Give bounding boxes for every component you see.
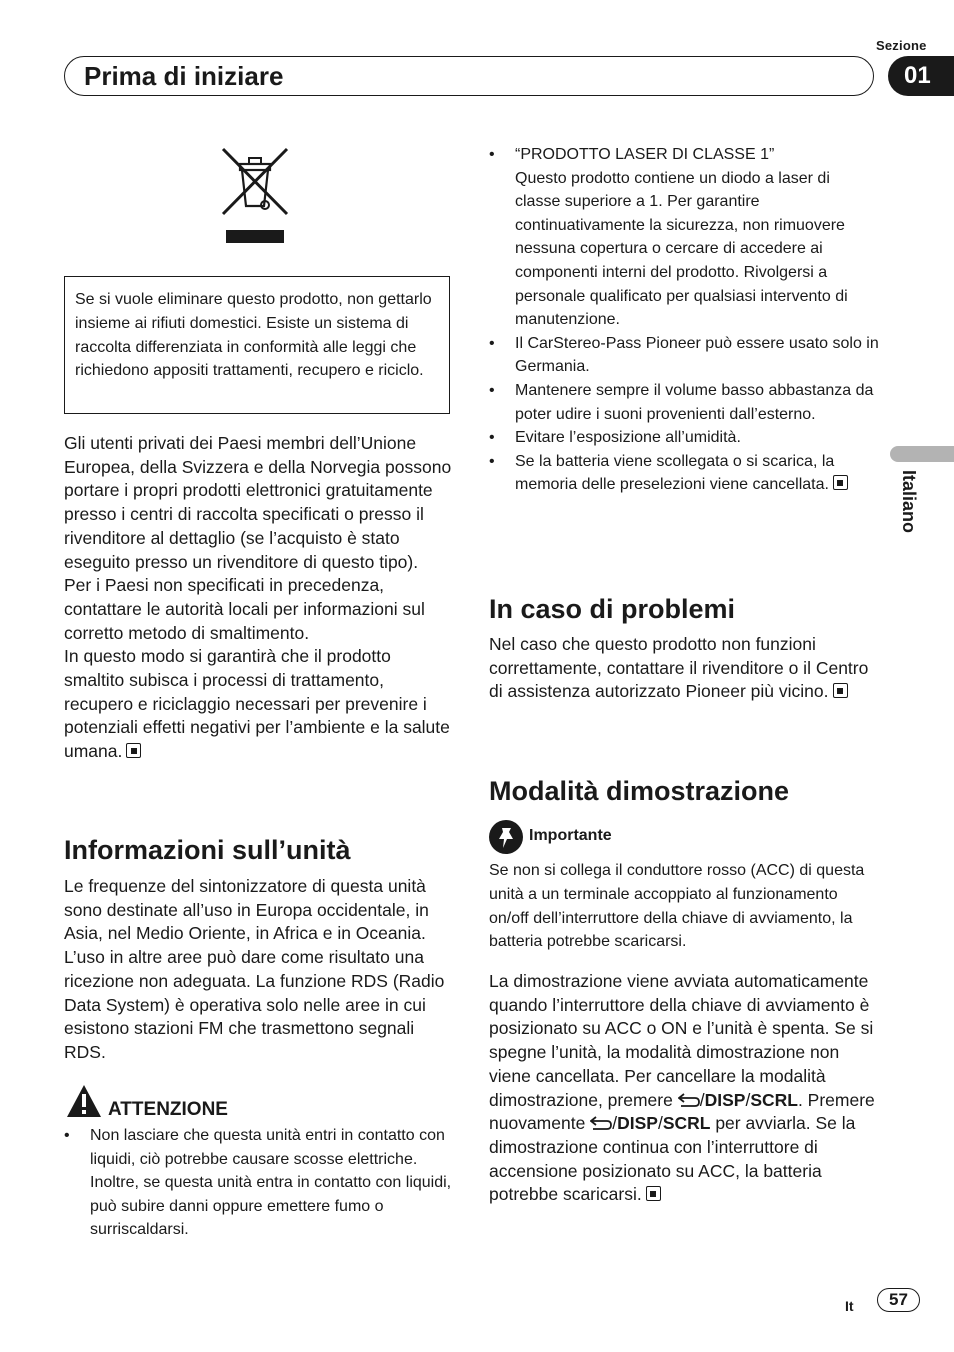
language-label: Italiano bbox=[899, 470, 919, 534]
disposal-notice-text: Se si vuole eliminare questo prodotto, non gettarlo insieme ai rifiuti domestici. Esiste un sistema di raccolta differenziata in conformità alle leggi che richiedono appositi trattamenti, recupero e riciclo. bbox=[75, 291, 432, 380]
disposal-notice-box bbox=[64, 276, 450, 414]
list-item: • Evitare l’esposizione all’umidità. bbox=[489, 426, 879, 450]
end-mark-icon bbox=[833, 475, 848, 490]
important-label: Importante bbox=[529, 827, 612, 844]
caution-list bbox=[64, 1124, 454, 1242]
safety-bullet-list bbox=[489, 143, 879, 497]
bullet-text: Questo prodotto contiene un diodo a laser di classe superiore a 1. Per garantire continuativamente la sicurezza, non rimuovere nessuna copertura o cercare di accedere ai componenti interni del prodotto. Rivolgersi a personale qualificato per qualsiasi intervento di manutenzione. bbox=[515, 169, 848, 329]
list-item: • Mantenere sempre il volume basso abbastanza da poter udire i suoni provenienti dall’esterno. bbox=[489, 379, 879, 426]
list-item: • Il CarStereo-Pass Pioneer può essere usato solo in Germania. bbox=[489, 332, 879, 379]
end-mark-icon bbox=[833, 683, 848, 698]
important-text: Se non si collega il conduttore rosso (ACC) di questa unità a un terminale accoppiato al funzionamento on/off dell’interruttore della chiave di avviamento, la batteria potrebbe scaricarsi. bbox=[489, 862, 865, 951]
disp-key: DISP bbox=[617, 1113, 658, 1134]
page-number: 57 bbox=[877, 1288, 920, 1312]
weee-bin-icon bbox=[220, 146, 290, 246]
paragraph: Per i Paesi non specificati in precedenza, contattare le autorità locali per informazioni sul corretto metodo di smaltimento. bbox=[64, 575, 425, 643]
important-pin-icon bbox=[489, 820, 523, 854]
info-text: Le frequenze del sintonizzatore di questa unità sono destinate all’uso in Europa occidentale, in Asia, nel Medio Oriente, in Africa e in Oceania. L’uso in altre aree può dare come risultato una ricezione non adeguata. La funzione RDS (Radio Data System) è operativa solo nelle aree in cui esistono stazioni FM che trasmettono segnali RDS. bbox=[64, 876, 445, 1062]
footer-lang-code: It bbox=[845, 1298, 854, 1314]
list-item: • Se la batteria viene scollegata o si scarica, la memoria delle preselezioni viene cancellata. bbox=[489, 450, 879, 497]
scrl-key: SCRL bbox=[750, 1089, 798, 1110]
caution-heading: ATTENZIONE bbox=[108, 1099, 228, 1120]
disposal-paragraphs bbox=[64, 432, 452, 764]
disp-key: DISP bbox=[704, 1089, 746, 1110]
page-title: Prima di iniziare bbox=[84, 61, 284, 91]
language-tab bbox=[890, 446, 954, 462]
paragraph: Gli utenti privati dei Paesi membri dell’Unione Europea, della Svizzera e della Norvegia possono portare i propri prodotti elettronici gratuitamente presso i centri di raccolta specificati o presso il rivenditore al dettaglio (se l’acquisto è stato eseguito presso un rivenditore di questo tipo). bbox=[64, 433, 452, 572]
bullet-title: • “PRODOTTO LASER DI CLASSE 1” bbox=[515, 146, 775, 163]
demo-text: La dimostrazione viene avviata automaticamente quando l’interruttore della chiave di avviamento è posizionato su ACC o ON e l’unità è spenta. Se si spegne l’unità, la modalità dimostrazione non viene cancellata. Per cancellare la modalità dimostrazione, premere /DISP/SCRL. Premere nuovamente /DISP/SCRL per avviarla. Se la dimostrazione continua con l’interruttore di accensione posizionato su ACC, la batteria potrebbe scaricarsi. bbox=[489, 971, 875, 1205]
end-mark-icon bbox=[126, 743, 141, 758]
problems-heading: In caso di problemi bbox=[489, 594, 736, 624]
warning-triangle-icon bbox=[66, 1084, 102, 1118]
list-item bbox=[489, 143, 879, 332]
paragraph: In questo modo si garantirà che il prodotto smaltito subisca i processi di trattamento, recupero e riciclaggio necessari per prevenire i potenziali effetti negativi per l’ambiente e la salute umana. bbox=[64, 646, 450, 762]
sezione-label: Sezione bbox=[876, 38, 927, 53]
problems-text: Nel caso che questo prodotto non funzioni correttamente, contattare il rivenditore o il Centro di assistenza autorizzato Pioneer più vicino. bbox=[489, 634, 869, 702]
section-number-badge: 01 bbox=[888, 56, 954, 96]
scrl-key: SCRL bbox=[662, 1113, 711, 1134]
end-mark-icon bbox=[646, 1186, 661, 1201]
list-item: • Non lasciare che questa unità entri in contatto con liquidi, ciò potrebbe causare scosse elettriche. Inoltre, se questa unità entra in contatto con liquidi, può subire danni oppure emettere fumo o surriscaldarsi. bbox=[64, 1124, 454, 1242]
return-arrow-icon bbox=[590, 1116, 612, 1130]
return-arrow-icon bbox=[678, 1093, 700, 1107]
info-heading: Informazioni sull’unità bbox=[64, 835, 351, 865]
demo-heading: Modalità dimostrazione bbox=[489, 776, 790, 806]
